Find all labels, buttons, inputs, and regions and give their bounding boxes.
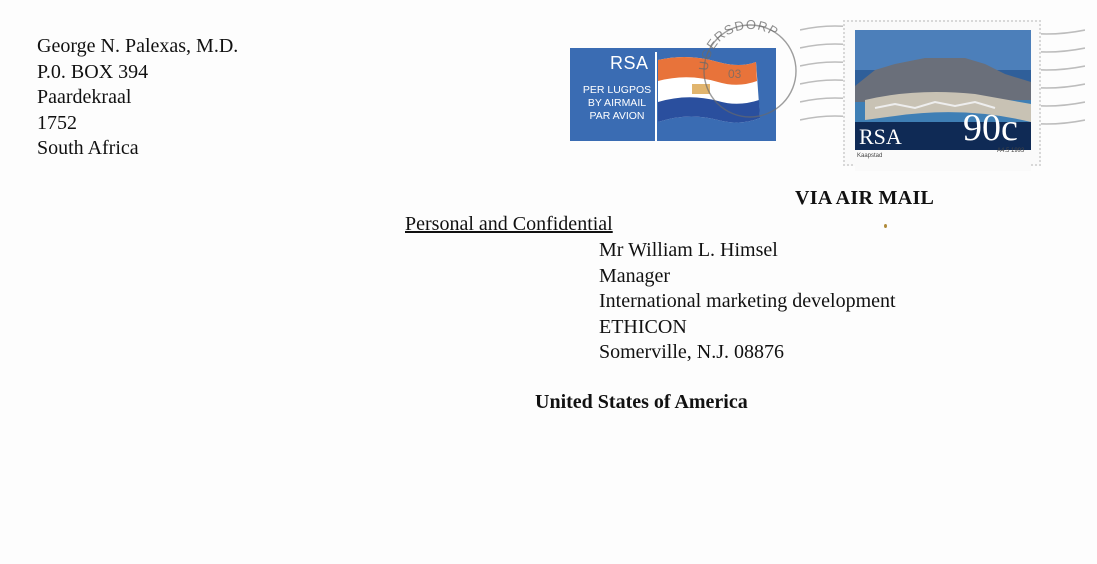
airmail-line-3: PAR AVION xyxy=(589,110,645,122)
svg-text:UGERSDORP xyxy=(696,17,782,72)
confidential-notice: Personal and Confidential xyxy=(405,213,613,235)
stamp-designer: A4.5 1993 xyxy=(997,148,1025,154)
postmark-icon xyxy=(690,16,810,126)
destination-country: United States of America xyxy=(535,391,748,413)
airmail-country: RSA xyxy=(610,53,649,73)
postage-stamp xyxy=(843,20,1041,166)
recipient-title: Manager xyxy=(599,264,671,287)
sender-box: P.0. BOX 394 xyxy=(37,60,149,83)
sender-name: George N. Palexas, M.D. xyxy=(37,35,239,57)
sender-country: South Africa xyxy=(37,137,139,159)
postmark-text: UGERSDORP xyxy=(695,16,782,72)
airmail-lines xyxy=(579,84,655,123)
return-address xyxy=(37,34,238,162)
recipient-company: ETHICON xyxy=(599,315,687,338)
recipient-city: Somerville, N.J. 08876 xyxy=(599,341,784,363)
recipient-name: Mr William L. Himsel xyxy=(599,239,778,261)
stamp-caption: Kaapstad xyxy=(857,153,883,159)
sender-code: 1752 xyxy=(37,111,77,134)
ink-speck xyxy=(884,224,887,228)
stamp-country: RSA xyxy=(859,124,902,149)
recipient-address xyxy=(599,238,896,366)
airmail-line-1: PER LUGPOS xyxy=(582,84,652,96)
postmark-date: 03 xyxy=(728,67,742,81)
recipient-department: International marketing development xyxy=(599,290,896,312)
stamp-value: 90c xyxy=(963,107,1018,149)
via-air-mail: VIA AIR MAIL xyxy=(795,187,935,209)
sender-town: Paardekraal xyxy=(37,86,132,108)
airmail-line-2: BY AIRMAIL xyxy=(587,97,647,109)
